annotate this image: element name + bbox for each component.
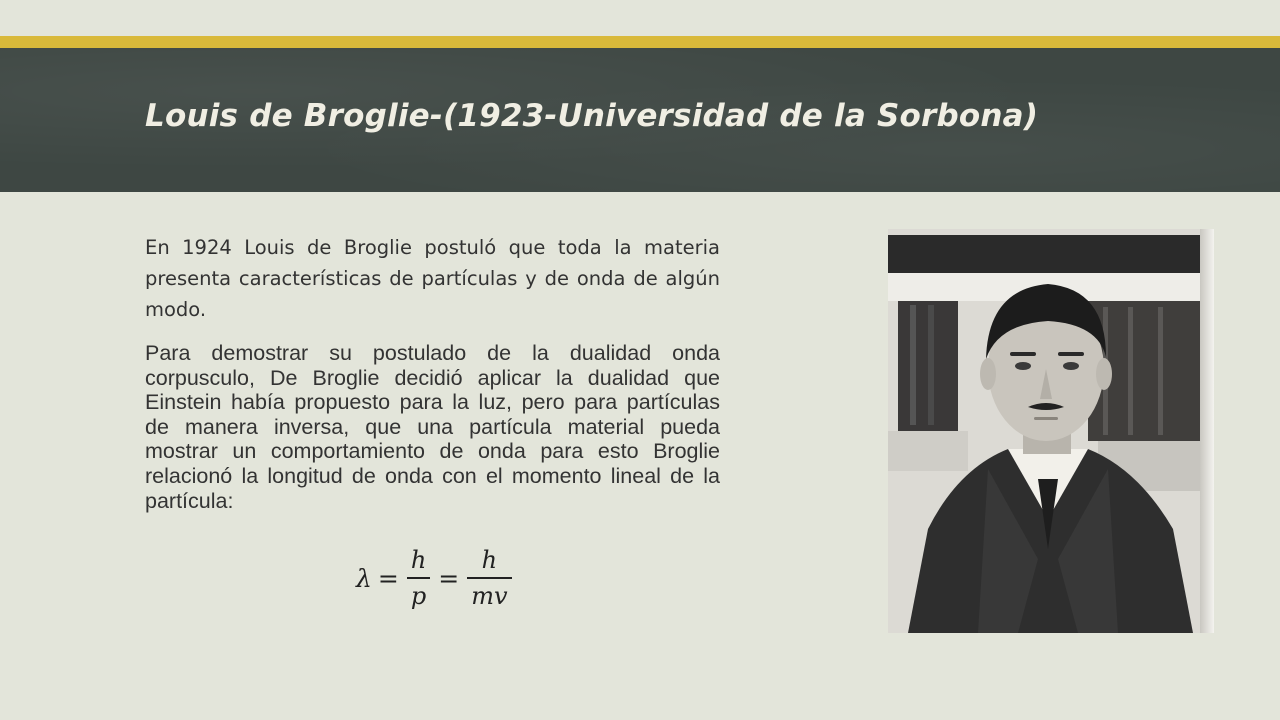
portrait-photo [888, 229, 1214, 633]
fraction-bar [407, 577, 430, 579]
formula-fraction-h-over-p [407, 545, 430, 611]
formula-denominator: mv [471, 582, 508, 610]
formula-lambda: λ [356, 563, 372, 593]
formula-numerator: h [481, 546, 498, 574]
photo-edge [1200, 229, 1214, 633]
formula-denominator: p [410, 582, 427, 610]
formula-equals-2: = [438, 563, 460, 593]
de-broglie-formula [356, 538, 514, 618]
formula-fraction-h-over-mv [467, 545, 511, 611]
formula-equals-1: = [377, 563, 399, 593]
accent-stripe [0, 36, 1280, 48]
fraction-bar [467, 577, 511, 579]
formula-numerator: h [410, 546, 427, 574]
paragraph-explanation: Para demostrar su postulado de la dualidad onda corpusculo, De Broglie decidió aplicar la dualidad que Einstein había propuesto para la luz, pero para partículas de manera inversa, que una partícula material pueda mostrar un comportamiento de onda para esto Broglie relacionó la longitud de onda con el momento lineal de la partícula: [145, 341, 720, 513]
paragraph-intro: En 1924 Louis de Broglie postuló que toda la materia presenta características de partículas y de onda de algún modo. [145, 236, 720, 321]
slide-title: Louis de Broglie-(1923-Universidad de la Sorbona) [145, 98, 1039, 134]
portrait-illustration [888, 229, 1214, 633]
